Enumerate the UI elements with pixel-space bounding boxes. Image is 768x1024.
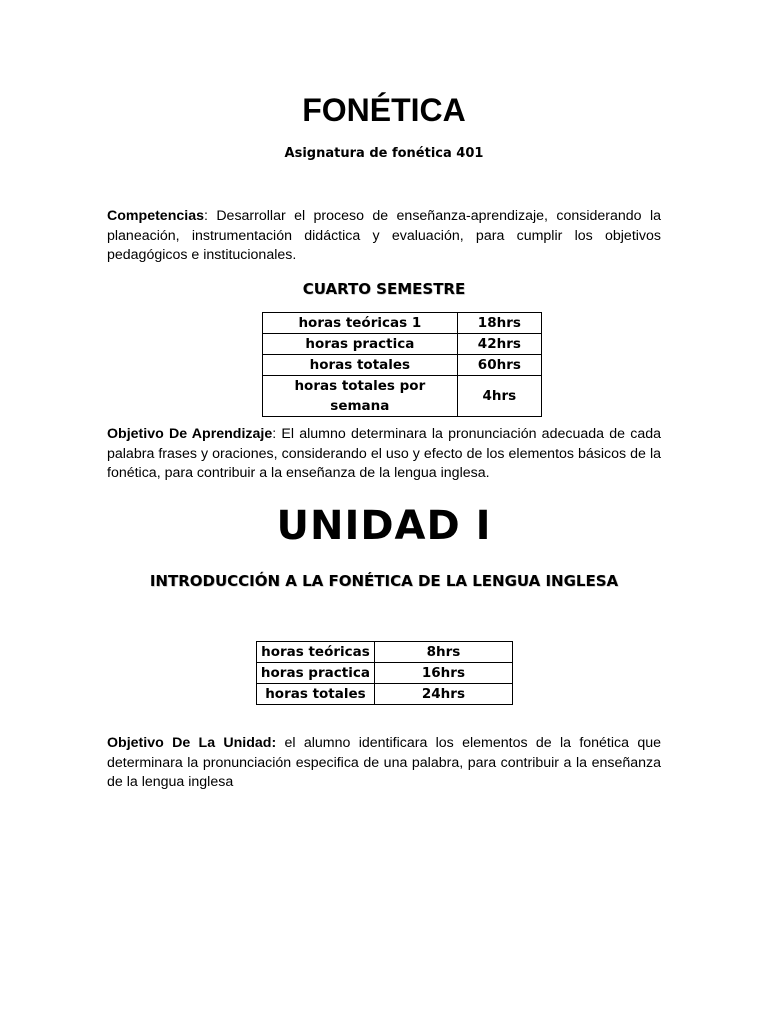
objetivo-unidad-label: Objetivo De La Unidad: [107, 735, 277, 751]
hours-label-cell: horas totales [263, 355, 458, 376]
unit-hours-table [256, 641, 513, 705]
objetivo-unidad-paragraph [107, 734, 661, 793]
table-row [263, 334, 542, 355]
hours-value-cell: 18hrs [457, 313, 541, 334]
hours-value-cell: 16hrs [374, 663, 512, 684]
table-row [257, 684, 513, 705]
objetivo-aprendizaje-text: : El alumno determinara la pronunciación adecuada de cada palabra frases y oraciones, considerando el uso y efecto de los elementos básicos de la fonética, para contribuir a la enseñanza de la lengua inglesa. [107, 426, 661, 481]
course-subtitle: Asignatura de fonética 401 [284, 146, 484, 161]
objetivo-aprendizaje-label: Objetivo De Aprendizaje [107, 426, 273, 442]
semester-hours-table [262, 312, 542, 417]
table-row [263, 376, 542, 417]
table-row [263, 313, 542, 334]
unit-subtitle: INTRODUCCIÓN A LA FONÉTICA DE LA LENGUA INGLESA [149, 572, 619, 590]
hours-label-cell: horas teóricas [257, 642, 375, 663]
table-row [257, 642, 513, 663]
hours-value-cell: 8hrs [374, 642, 512, 663]
objetivo-unidad-text: el alumno identificara los elementos de la fonética que determinara la pronunciación especifica de una palabra, para contribuir a la enseñanza de la lengua inglesa [107, 735, 661, 790]
unit-title: UNIDAD I [276, 503, 492, 549]
objetivo-aprendizaje-paragraph [107, 425, 661, 484]
hours-label-cell: horas totales [257, 684, 375, 705]
hours-label-cell: horas totales por semana [263, 376, 458, 417]
hours-value-cell: 42hrs [457, 334, 541, 355]
competencias-text: : Desarrollar el proceso de enseñanza-aprendizaje, considerando la planeación, instrumentación didáctica y evaluación, para cumplir los objetivos pedagógicos e institucionales. [107, 208, 661, 263]
hours-label-cell: horas practica [263, 334, 458, 355]
page-title: FONÉTICA [302, 92, 466, 128]
competencias-paragraph [107, 207, 661, 266]
hours-value-cell: 60hrs [457, 355, 541, 376]
hours-label-cell: horas teóricas 1 [263, 313, 458, 334]
hours-value-cell: 24hrs [374, 684, 512, 705]
table-row [263, 355, 542, 376]
table-row [257, 663, 513, 684]
competencias-label: Competencias [107, 208, 204, 224]
hours-label-cell: horas practica [257, 663, 375, 684]
hours-value-cell: 4hrs [457, 376, 541, 417]
semester-heading: CUARTO SEMESTRE [302, 280, 466, 298]
